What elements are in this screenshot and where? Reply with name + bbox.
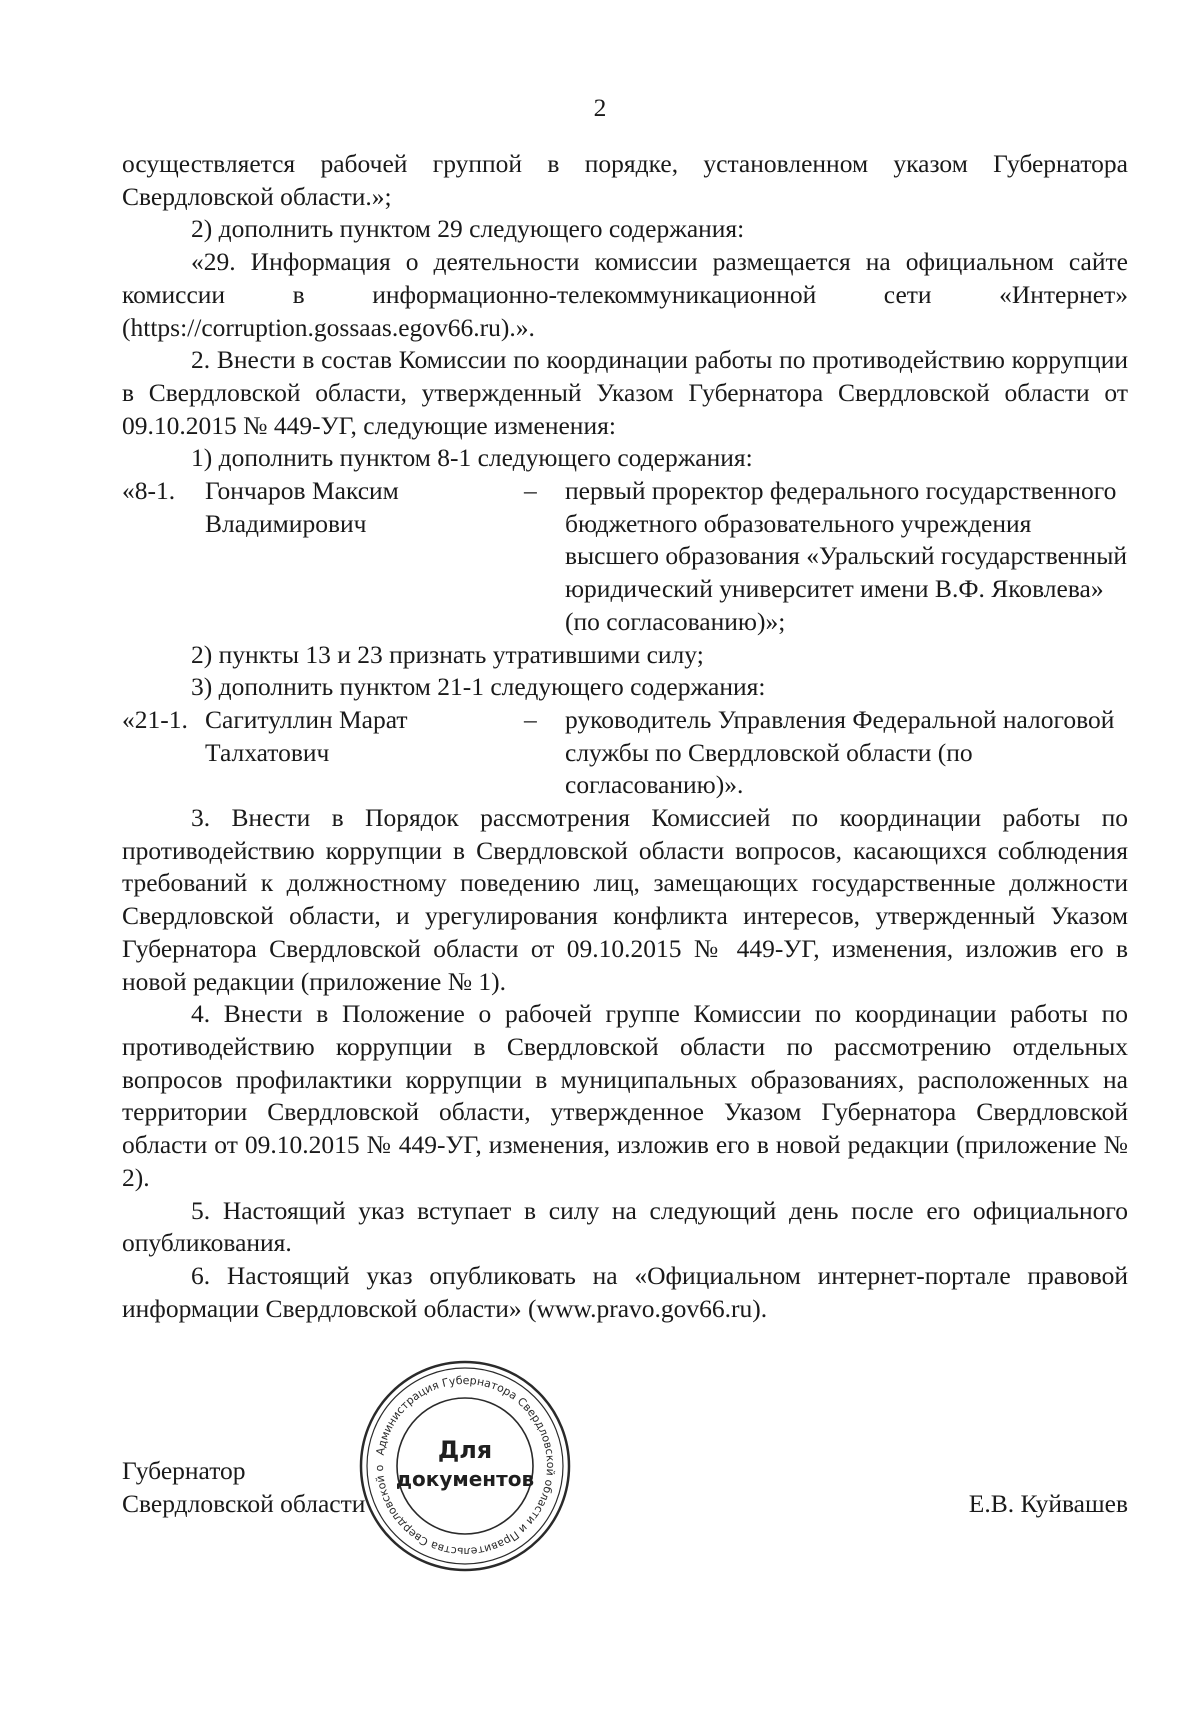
signatory-title-line1: Губернатор (122, 1456, 246, 1485)
document-body (122, 148, 1128, 1325)
paragraph-section-6: 6. Настоящий указ опубликовать на «Официальном интернет-портале правовой информации Свердловской области» (www.pravo.gov66.ru). (122, 1260, 1128, 1323)
entry-dash: – (524, 476, 537, 506)
member-entry-8-1 (122, 475, 1128, 639)
stamp-center-line2: документов (395, 1467, 535, 1491)
signatory-name: Е.В. Куйвашев (968, 1489, 1128, 1518)
entry-number: «8-1. (122, 476, 176, 506)
paragraph-continuation: осуществляется рабочей группой в порядке, установленном указом Губернатора Свердловской области.»; (122, 149, 1128, 211)
official-stamp (355, 1356, 575, 1576)
paragraph-section-5: 5. Настоящий указ вступает в силу на следующий день после его официального опубликования. (122, 1195, 1128, 1258)
member-name: Гончаров Максим Владимирович (205, 476, 399, 538)
stamp-ring-text: Администрация Губернатора Свердловской области и Правительства Свердловской о (372, 1373, 558, 1559)
paragraph-section-3: 3. Внести в Порядок рассмотрения Комиссией по координации работы по противодействию коррупции в Свердловской области вопросов, касающихся соблюдения требований к должностному поведению лиц, замещающих государственные должности Свердловской области, и урегулирования конфликта интересов, утвержденный Указом Губернатора Свердловской области от 09.10.2015 № 449-УГ, изменения, изложив его в новой редакции (приложение № 1). (122, 803, 1128, 996)
member-position: руководитель Управления Федеральной налоговой службы по Свердловской области (по согласованию)». (565, 704, 1115, 800)
paragraph-section-4: 4. Внести в Положение о рабочей группе Комиссии по координации работы по противодействию коррупции в Свердловской области по рассмотрению отдельных вопросов профилактики коррупции в муниципальных образованиях, расположенных на территории Свердловской области, утвержденное Указом Губернатора Свердловской области от 09.10.2015 № 449-УГ, изменения, изложив его в новой редакции (приложение № 2). (122, 999, 1128, 1192)
signatory-title-line2: Свердловской области (122, 1488, 366, 1518)
entry-number: «21-1. (122, 704, 188, 734)
member-entry-21-1 (122, 704, 1128, 802)
paragraph-item-29: «29. Информация о деятельности комиссии размещается на официальном сайте комиссии в информационно-телекоммуникационной сети «Интернет» (https://corruption.gossaas.egov66.ru).». (122, 247, 1128, 342)
paragraph-amendment-2: 2) дополнить пунктом 29 следующего содержания: (191, 214, 745, 244)
entry-dash: – (524, 704, 537, 734)
member-name: Сагитуллин Марат Талхатович (205, 704, 408, 767)
paragraph-items-13-23: 2) пункты 13 и 23 признать утратившими силу; (191, 639, 704, 669)
paragraph-section-2: 2. Внести в состав Комиссии по координации работы по противодействию коррупции в Свердловской области, утвержденный Указом Губернатора Свердловской области от 09.10.2015 № 449-УГ, следующие изменения: (122, 345, 1128, 440)
member-position: первый проректор федерального государственного бюджетного образовательного учреждения высшего образования «Уральский государственный юридический университет имени В.Ф. Яковлева» (по согласованию)»; (565, 476, 1127, 636)
stamp-center-line1: Для (437, 1436, 493, 1464)
paragraph-add-8-1: 1) дополнить пунктом 8-1 следующего содержания: (191, 443, 753, 473)
paragraph-add-21-1: 3) дополнить пунктом 21-1 следующего содержания: (191, 672, 766, 702)
page-number: 2 (593, 93, 607, 122)
signatory-title (122, 1455, 365, 1520)
stamp-seal-icon (355, 1356, 575, 1576)
